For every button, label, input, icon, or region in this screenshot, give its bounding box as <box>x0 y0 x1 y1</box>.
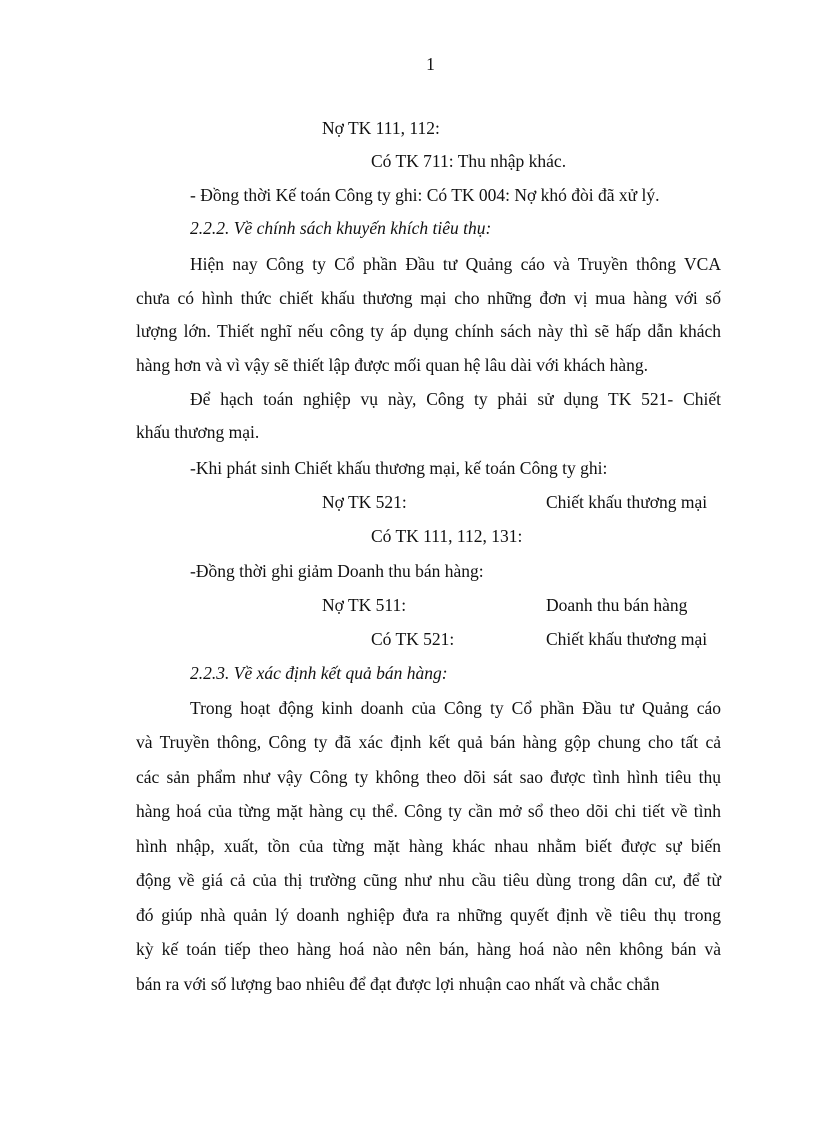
entry-debit-511-desc: Doanh thu bán hàng <box>546 595 688 615</box>
entry-credit-521-desc: Chiết khấu thương mại <box>546 629 708 649</box>
entry-debit-521: Nợ TK 521: <box>322 492 407 512</box>
section-heading-2-2-3: 2.2.3. Về xác định kết quả bán hàng: <box>190 663 448 683</box>
paragraph-line: hình nhập, xuất, tồn của từng mặt hàng khác nhau nhằm biết được sự biến <box>136 836 721 856</box>
page-number: 1 <box>426 54 435 74</box>
paragraph-line: hàng hơn và vì vậy sẽ thiết lập được mối quan hệ lâu dài với khách hàng. <box>136 355 649 375</box>
paragraph-line: chưa có hình thức chiết khấu thương mại cho những đơn vị mua hàng với số <box>136 288 721 308</box>
paragraph-line: đó giúp nhà quản lý doanh nghiệp đưa ra những quyết định về tiêu thụ trong <box>136 905 721 925</box>
paragraph-line: kỳ kế toán tiếp theo hàng hoá nào nên bán, hàng hoá nào nên không bán và <box>136 939 721 959</box>
entry-credit-004: - Đồng thời Kế toán Công ty ghi: Có TK 004: Nợ khó đòi đã xử lý. <box>190 185 660 205</box>
paragraph-line: bán ra với số lượng bao nhiêu để đạt được lợi nhuận cao nhất và chắc chắn <box>136 974 660 994</box>
entry-intro: -Khi phát sinh Chiết khấu thương mại, kế toán Công ty ghi: <box>190 458 608 478</box>
paragraph-line: động về giá cả của thị trường cũng như nhu cầu tiêu dùng trong dân cư, để từ <box>136 870 721 890</box>
entry-debit-111-112: Nợ TK 111, 112: <box>322 118 440 138</box>
paragraph-line: khấu thương mại. <box>136 422 260 442</box>
paragraph-line: và Truyền thông, Công ty đã xác định kết quả bán hàng gộp chung cho tất cả <box>136 732 721 752</box>
entry-debit-511: Nợ TK 511: <box>322 595 407 615</box>
entry-credit-711: Có TK 711: Thu nhập khác. <box>371 151 567 171</box>
paragraph-line: Để hạch toán nghiệp vụ này, Công ty phải sử dụng TK 521- Chiết <box>190 389 721 409</box>
entry-credit-111-112-131: Có TK 111, 112, 131: <box>371 526 523 546</box>
section-heading-2-2-2: 2.2.2. Về chính sách khuyến khích tiêu thụ: <box>190 218 492 238</box>
paragraph-line: hàng hoá của từng mặt hàng cụ thể. Công ty cần mở sổ theo dõi chi tiết về tình <box>136 801 721 821</box>
entry-debit-521-desc: Chiết khấu thương mại <box>546 492 708 512</box>
paragraph-line: Hiện nay Công ty Cổ phần Đầu tư Quảng cáo và Truyền thông VCA <box>190 254 721 274</box>
entry-intro-revenue: -Đồng thời ghi giảm Doanh thu bán hàng: <box>190 561 484 581</box>
paragraph-line: các sản phẩm như vậy Công ty không theo dõi sát sao được tình hình tiêu thụ <box>136 767 721 787</box>
paragraph-line: Trong hoạt động kinh doanh của Công ty Cổ phần Đầu tư Quảng cáo <box>190 698 721 718</box>
paragraph-line: lượng lớn. Thiết nghĩ nếu công ty áp dụng chính sách này thì sẽ hấp dẫn khách <box>136 321 721 341</box>
entry-credit-521: Có TK 521: <box>371 629 455 649</box>
